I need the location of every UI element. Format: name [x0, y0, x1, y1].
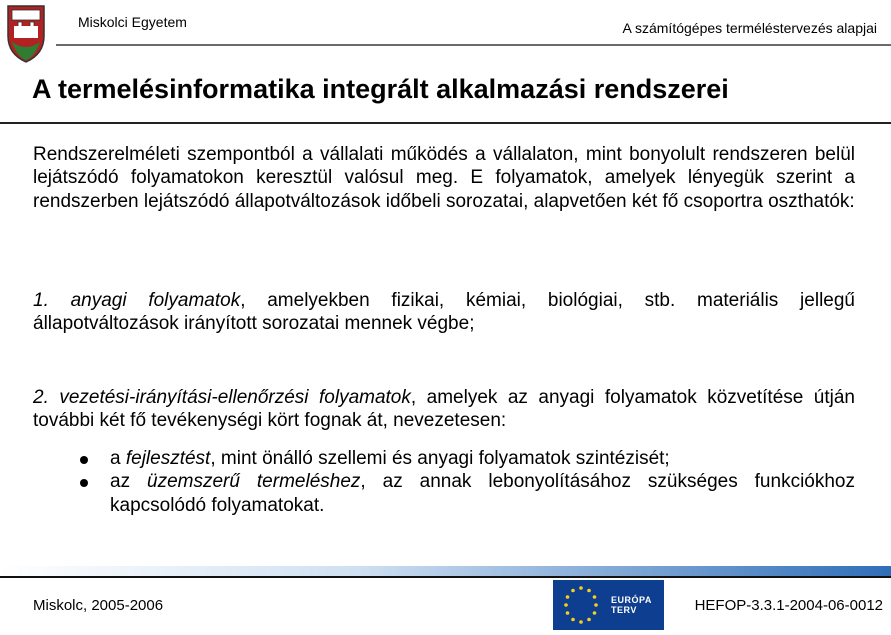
eu-stars-icon: [553, 580, 609, 630]
slide-title: A termelésinformatika integrált alkalmazási rendszerei: [32, 74, 729, 104]
bullet-prefix: a: [110, 448, 126, 469]
bullet-icon: [80, 479, 88, 487]
europa-terv-logo: [553, 580, 664, 630]
university-crest-logo: [4, 2, 48, 64]
bullet-prefix: az: [110, 471, 148, 493]
bullet-term: fejlesztést: [125, 448, 211, 469]
bullet-item-production: [80, 470, 855, 517]
item-management-processes: [33, 386, 855, 433]
bullet-text: , mint önálló szellemi és anyagi folyamatok szintézisét;: [210, 448, 670, 469]
bullet-list: [80, 447, 855, 517]
item-material-text: , amelyekben fizikai, kémiai, biológiai, stb. materiális jellegű állapotváltozások irányított sorozatai mennek végbe;: [33, 290, 855, 335]
bullet-item-development: [80, 447, 855, 470]
footer-divider: [0, 576, 891, 578]
item-material-term: 1. anyagi folyamatok: [33, 290, 241, 311]
footer-project-code: HEFOP-3.3.1-2004-06-0012: [694, 597, 883, 614]
bullet-term: üzemszerű termeléshez: [147, 471, 361, 493]
course-title: A számítógépes terméléstervezés alapjai: [622, 20, 877, 36]
footer-gradient-bar: [0, 566, 891, 576]
intro-paragraph: Rendszerelméleti szempontból a vállalati működés a vállalaton, mint bonyolult rendszeren belül lejátszódó folyamatokon keresztül valósul meg. E folyamatok, amelyek lényegük szerint a rendszerben lejátszódó állapotváltozások időbeli sorozatai, alapvetően két fő csoportra oszthatók:: [33, 144, 855, 212]
item-management-text: , amelyek az anyagi folyamatok közvetítése útján további két fő tevékenységi kört fognak át, nevezetesen:: [33, 387, 855, 432]
header-divider: [56, 44, 891, 46]
institution-name: Miskolci Egyetem: [78, 14, 187, 30]
item-management-term: 2. vezetési-irányítási-ellenőrzési folyamatok: [33, 387, 411, 408]
bullet-text: , az annak lebonyolításához szükséges funkciókhoz kapcsolódó folyamatokat.: [110, 471, 855, 516]
bullet-icon: [80, 456, 88, 464]
item-material-processes: [33, 289, 855, 336]
footer-location-years: Miskolc, 2005-2006: [33, 597, 164, 614]
eu-logo-text: EURÓPA TERV: [611, 595, 652, 615]
title-divider: [0, 122, 891, 124]
